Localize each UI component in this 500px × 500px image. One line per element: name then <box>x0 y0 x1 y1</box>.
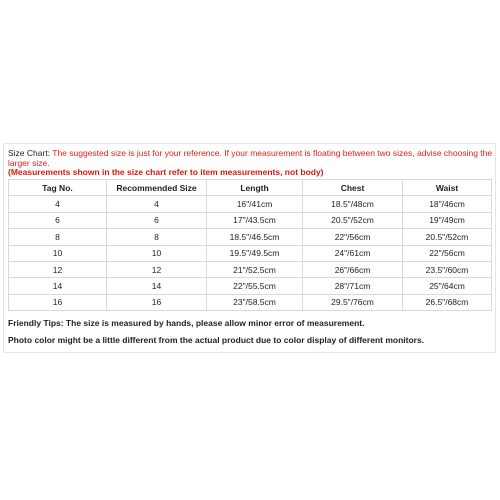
cell-length: 22"/55.5cm <box>207 278 303 294</box>
cell-chest: 29.5"/76cm <box>303 294 403 310</box>
cell-length: 19.5"/49.5cm <box>207 245 303 261</box>
cell-recommended-size: 12 <box>107 261 207 277</box>
cell-recommended-size: 10 <box>107 245 207 261</box>
table-row <box>9 212 492 228</box>
table-row <box>9 196 492 212</box>
size-chart-label: Size Chart: <box>8 148 51 158</box>
cell-chest: 20.5"/52cm <box>303 212 403 228</box>
cell-recommended-size: 16 <box>107 294 207 310</box>
cell-waist: 20.5"/52cm <box>403 229 492 245</box>
cell-chest: 18.5"/48cm <box>303 196 403 212</box>
cell-length: 23"/58.5cm <box>207 294 303 310</box>
size-table <box>8 179 492 311</box>
header-length: Length <box>207 180 303 196</box>
table-row <box>9 294 492 310</box>
header-recommended-size: Recommended Size <box>107 180 207 196</box>
cell-length: 21"/52.5cm <box>207 261 303 277</box>
cell-tag-no: 16 <box>9 294 107 310</box>
cell-length: 18.5"/46.5cm <box>207 229 303 245</box>
cell-waist: 19"/49cm <box>403 212 492 228</box>
measurement-caveat: (Measurements shown in the size chart refer to item measurements, not body) <box>8 167 324 177</box>
cell-tag-no: 6 <box>9 212 107 228</box>
table-row <box>9 245 492 261</box>
size-chart-intro <box>8 149 494 178</box>
header-tag-no: Tag No. <box>9 180 107 196</box>
cell-waist: 25"/64cm <box>403 278 492 294</box>
cell-recommended-size: 14 <box>107 278 207 294</box>
header-chest: Chest <box>303 180 403 196</box>
table-row <box>9 261 492 277</box>
cell-tag-no: 10 <box>9 245 107 261</box>
cell-waist: 26.5"/68cm <box>403 294 492 310</box>
friendly-tips: Friendly Tips: The size is measured by hands, please allow minor error of measurement. <box>8 318 365 328</box>
table-row <box>9 278 492 294</box>
cell-waist: 23.5"/60cm <box>403 261 492 277</box>
cell-recommended-size: 4 <box>107 196 207 212</box>
cell-chest: 28"/71cm <box>303 278 403 294</box>
cell-chest: 26"/66cm <box>303 261 403 277</box>
cell-tag-no: 12 <box>9 261 107 277</box>
cell-tag-no: 4 <box>9 196 107 212</box>
cell-tag-no: 14 <box>9 278 107 294</box>
cell-waist: 18"/46cm <box>403 196 492 212</box>
cell-waist: 22"/56cm <box>403 245 492 261</box>
size-chart-panel <box>3 143 496 353</box>
cell-recommended-size: 8 <box>107 229 207 245</box>
header-waist: Waist <box>403 180 492 196</box>
cell-length: 16"/41cm <box>207 196 303 212</box>
size-advice-note: The suggested size is just for your reference. If your measurement is floating between two sizes, advise choosing the larger size. <box>8 148 493 168</box>
cell-tag-no: 8 <box>9 229 107 245</box>
table-header-row <box>9 180 492 196</box>
cell-recommended-size: 6 <box>107 212 207 228</box>
table-row <box>9 229 492 245</box>
cell-length: 17"/43.5cm <box>207 212 303 228</box>
cell-chest: 24"/61cm <box>303 245 403 261</box>
photo-color-note: Photo color might be a little different from the actual product due to color display of different monitors. <box>8 335 425 345</box>
cell-chest: 22"/56cm <box>303 229 403 245</box>
